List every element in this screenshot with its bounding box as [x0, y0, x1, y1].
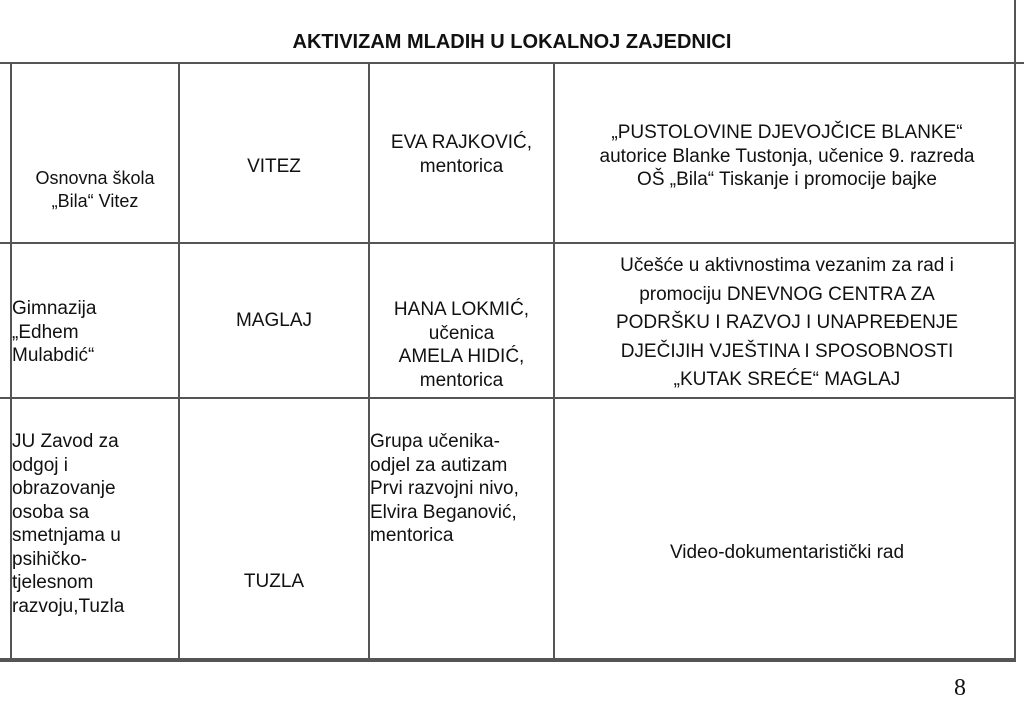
- table-row-2-institution: Gimnazija „Edhem Mulabdić“: [12, 298, 97, 366]
- table-row-3-institution: JU Zavod za odgoj i obrazovanje osoba sa smetnjama u psihičko- tjelesnom razvoju,Tuzla: [12, 431, 125, 617]
- row-divider: [0, 242, 1016, 244]
- table-row-3-activity: Video-dokumentaristički rad: [669, 542, 905, 563]
- table-row-2-people: HANA LOKMIĆ, učenica AMELA HIDIĆ, mentorica: [393, 299, 530, 391]
- table-row-1-institution: Osnovna škola „Bila“ Vitez: [35, 168, 155, 211]
- table-row-1-people: EVA RAJKOVIĆ, mentorica: [390, 132, 533, 177]
- table-row-1-activity: „PUSTOLOVINE DJEVOJČICE BLANKE“ autorice Blanke Tustonja, učenice 9. razreda OŠ „Bila“ Tiskanje i promocije bajke: [599, 122, 975, 190]
- table-row-3-city: TUZLA: [243, 571, 305, 592]
- table-row-2-city: MAGLAJ: [235, 310, 313, 331]
- row-divider: [0, 658, 1016, 660]
- row-divider: [0, 397, 1016, 399]
- table-title: [0, 20, 1024, 64]
- table-title-text: AKTIVIZAM MLADIH U LOKALNOJ ZAJEDNICI: [292, 31, 732, 53]
- table-row-2-activity: Učešće u aktivnostima vezanim za rad i promociju DNEVNOG CENTRA ZA PODRŠKU I RAZVOJ I UNAPREĐENJE DJEČIJIH VJEŠTINA I SPOSOBNOSTI „KUTAK SREĆE“ MAGLAJ: [615, 255, 959, 390]
- table-row-1-city: VITEZ: [247, 156, 301, 177]
- page-number: 8: [954, 675, 966, 701]
- table-row-3-people: Grupa učenika- odjel za autizam Prvi razvojni nivo, Elvira Beganović, mentorica: [370, 431, 519, 546]
- column-divider: [553, 62, 555, 660]
